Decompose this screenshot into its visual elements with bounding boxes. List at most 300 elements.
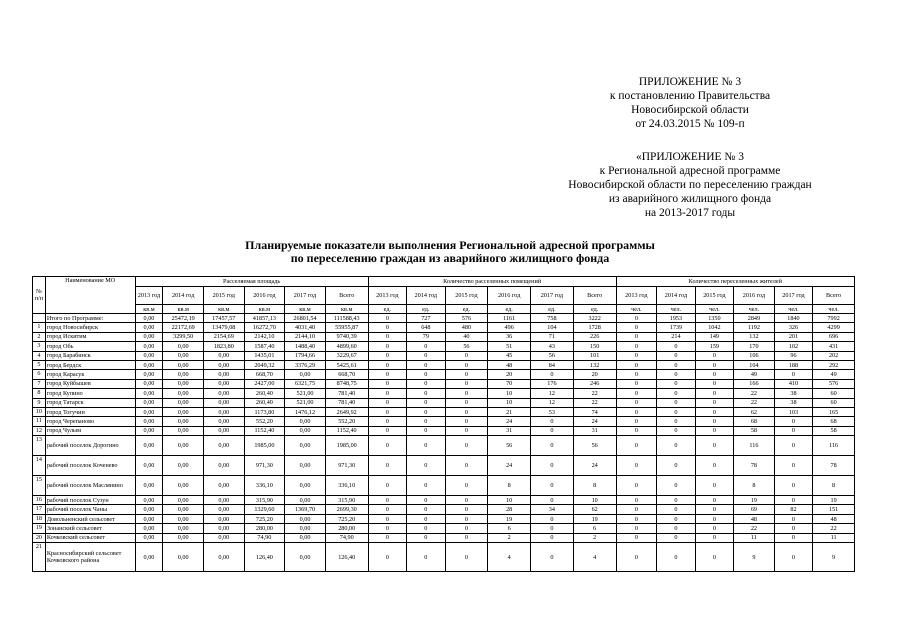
table-cell: 111588,43 xyxy=(325,314,368,323)
table-cell: 16272,70 xyxy=(244,323,285,332)
table-cell: 0 xyxy=(616,351,657,360)
table-cell: 0 xyxy=(368,543,406,572)
table-cell: 0 xyxy=(657,370,695,379)
row-number: 20 xyxy=(33,533,46,542)
table-cell: 104 xyxy=(531,323,574,332)
table-cell: 56 xyxy=(573,436,616,456)
table-cell: 19 xyxy=(488,514,531,523)
row-number: 8 xyxy=(33,389,46,398)
table-cell: 0 xyxy=(407,342,445,351)
table-cell: 0 xyxy=(368,417,406,426)
table-cell: 0 xyxy=(657,524,695,533)
table-cell: 0 xyxy=(531,426,574,435)
row-number: 19 xyxy=(33,524,46,533)
table-cell: 26801,54 xyxy=(285,314,326,323)
row-number: 16 xyxy=(33,496,46,505)
table-cell: 0,00 xyxy=(203,370,244,379)
year-header: 2014 год xyxy=(657,287,695,305)
table-cell: 4899,60 xyxy=(325,342,368,351)
table-cell: 4299 xyxy=(813,323,855,332)
table-row xyxy=(33,370,855,379)
table-cell: 0 xyxy=(695,543,733,572)
table-cell: 2849 xyxy=(734,314,775,323)
table-cell: 0 xyxy=(616,436,657,456)
table-cell: 8748,75 xyxy=(325,379,368,388)
unit-header: кв.м xyxy=(163,305,204,314)
table-cell: 0 xyxy=(445,543,488,572)
table-cell: 22 xyxy=(734,398,775,407)
table-cell: 0,00 xyxy=(163,407,204,416)
table-cell: 1369,70 xyxy=(285,505,326,514)
row-number: 4 xyxy=(33,351,46,360)
table-cell: 0 xyxy=(445,514,488,523)
table-cell: 1435,01 xyxy=(244,351,285,360)
table-cell: 0 xyxy=(531,436,574,456)
table-cell: 0 xyxy=(531,524,574,533)
table-cell: 0,00 xyxy=(135,505,163,514)
table-cell: 126,40 xyxy=(325,543,368,572)
table-cell: 0,00 xyxy=(163,351,204,360)
table-cell: 0 xyxy=(368,398,406,407)
table-cell: 102 xyxy=(774,342,812,351)
table-cell: 1192 xyxy=(734,323,775,332)
table-cell: 0 xyxy=(407,533,445,542)
table-cell: 17457,57 xyxy=(203,314,244,323)
table-cell: 0 xyxy=(657,456,695,476)
municipality-name: Кочковский сельсовет xyxy=(45,533,135,542)
table-cell: 0,00 xyxy=(135,407,163,416)
unit-header: чел. xyxy=(813,305,855,314)
table-cell: 0 xyxy=(407,505,445,514)
table-row xyxy=(33,398,855,407)
table-cell: 0 xyxy=(774,543,812,572)
table-cell: 9740,39 xyxy=(325,332,368,341)
year-header: 2017 год xyxy=(285,287,326,305)
table-cell: 0 xyxy=(616,543,657,572)
table-cell: 22 xyxy=(734,389,775,398)
table-cell: 0 xyxy=(616,323,657,332)
table-cell: 781,40 xyxy=(325,398,368,407)
table-cell: 0 xyxy=(616,496,657,505)
table-cell: 0 xyxy=(774,533,812,542)
table-cell: 11 xyxy=(734,533,775,542)
table-cell: 0 xyxy=(657,407,695,416)
table-cell: 34 xyxy=(531,505,574,514)
table-cell: 0 xyxy=(616,476,657,496)
municipality-name: город Черепаново xyxy=(45,417,135,426)
table-cell: 971,30 xyxy=(325,456,368,476)
table-cell: 48 xyxy=(813,514,855,523)
table-row xyxy=(33,323,855,332)
table-cell: 0 xyxy=(445,351,488,360)
table-row xyxy=(33,417,855,426)
table-cell: 0,00 xyxy=(203,533,244,542)
unit-header: чел. xyxy=(695,305,733,314)
table-cell: 292 xyxy=(813,360,855,369)
table-cell: 0 xyxy=(774,370,812,379)
row-number xyxy=(33,314,46,323)
year-header: 2016 год xyxy=(488,287,531,305)
table-cell: 0,00 xyxy=(135,389,163,398)
table-cell: 0 xyxy=(616,426,657,435)
table-cell: 1042 xyxy=(695,323,733,332)
table-cell: 0 xyxy=(695,456,733,476)
table-cell: 0 xyxy=(531,476,574,496)
table-cell: 0 xyxy=(657,514,695,523)
table-cell: 19 xyxy=(813,496,855,505)
table-cell: 0 xyxy=(657,543,695,572)
table-cell: 1329,60 xyxy=(244,505,285,514)
year-header: 2014 год xyxy=(163,287,204,305)
table-cell: 0 xyxy=(695,398,733,407)
table-cell: 0,00 xyxy=(285,417,326,426)
table-cell: 0 xyxy=(445,505,488,514)
table-cell: 0,00 xyxy=(285,514,326,523)
table-cell: 0 xyxy=(774,417,812,426)
year-header: 2015 год xyxy=(445,287,488,305)
table-cell: 166 xyxy=(734,379,775,388)
appendix-line: Новосибирской области по переселению граждан xyxy=(568,179,812,191)
table-cell: 0,00 xyxy=(163,417,204,426)
table-cell: 25472,19 xyxy=(163,314,204,323)
row-number: 9 xyxy=(33,398,46,407)
table-cell: 40 xyxy=(445,332,488,341)
municipality-name: Красносибирский сельсовет Кочковского района xyxy=(45,543,135,572)
table-cell: 0,00 xyxy=(135,496,163,505)
table-cell: 0,00 xyxy=(135,314,163,323)
table-cell: 0,00 xyxy=(163,360,204,369)
table-cell: 0 xyxy=(774,426,812,435)
table-cell: 0,00 xyxy=(135,456,163,476)
table-cell: 0 xyxy=(616,398,657,407)
municipality-name: Довольненский сельсовет xyxy=(45,514,135,523)
year-header: Всего xyxy=(573,287,616,305)
table-cell: 4 xyxy=(488,543,531,572)
table-cell: 0 xyxy=(368,407,406,416)
table-cell: 68 xyxy=(813,417,855,426)
title-line: Планируемые показатели выполнения Региональной адресной программы xyxy=(245,238,655,252)
table-cell: 0 xyxy=(657,351,695,360)
table-cell: 0 xyxy=(657,426,695,435)
table-cell: 188 xyxy=(774,360,812,369)
table-cell: 0 xyxy=(407,476,445,496)
table-cell: 0,00 xyxy=(163,505,204,514)
table-cell: 1823,80 xyxy=(203,342,244,351)
table-cell: 336,10 xyxy=(325,476,368,496)
unit-header: ед. xyxy=(488,305,531,314)
table-cell: 49 xyxy=(813,370,855,379)
table-cell: 1161 xyxy=(488,314,531,323)
table-cell: 0 xyxy=(774,514,812,523)
table-cell: 0,00 xyxy=(203,407,244,416)
table-cell: 0 xyxy=(657,476,695,496)
table-cell: 1794,66 xyxy=(285,351,326,360)
table-cell: 10 xyxy=(488,496,531,505)
municipality-name: рабочий поселок Чаны xyxy=(45,505,135,514)
table-cell: 3222 xyxy=(573,314,616,323)
table-cell: 24 xyxy=(573,417,616,426)
table-cell: 0,00 xyxy=(163,379,204,388)
unit-header: ед. xyxy=(573,305,616,314)
group-header-area: Расселяемая площадь xyxy=(135,277,368,287)
table-cell: 176 xyxy=(531,379,574,388)
table-cell: 0,00 xyxy=(135,476,163,496)
table-cell: 71 xyxy=(531,332,574,341)
table-row xyxy=(33,514,855,523)
table-cell: 8 xyxy=(488,476,531,496)
document-title xyxy=(140,239,760,265)
table-cell: 0 xyxy=(407,417,445,426)
table-cell: 326 xyxy=(774,323,812,332)
unit-header: кв.м xyxy=(285,305,326,314)
table-cell: 696 xyxy=(813,332,855,341)
table-cell: 48 xyxy=(488,360,531,369)
table-cell: 70 xyxy=(488,379,531,388)
table-cell: 725,20 xyxy=(325,514,368,523)
municipality-name: рабочий поселок Коченево xyxy=(45,456,135,476)
table-cell: 0 xyxy=(407,496,445,505)
table-cell: 0,00 xyxy=(163,436,204,456)
table-cell: 0 xyxy=(445,524,488,533)
table-cell: 165 xyxy=(813,407,855,416)
table-cell: 0 xyxy=(616,417,657,426)
table-cell: 13479,08 xyxy=(203,323,244,332)
table-cell: 0 xyxy=(445,476,488,496)
unit-header: ед. xyxy=(445,305,488,314)
table-cell: 410 xyxy=(774,379,812,388)
table-cell: 2699,30 xyxy=(325,505,368,514)
table-row xyxy=(33,476,855,496)
table-cell: 0 xyxy=(531,496,574,505)
table-cell: 69 xyxy=(734,505,775,514)
table-cell: 0 xyxy=(616,360,657,369)
table-row xyxy=(33,533,855,542)
table-cell: 22 xyxy=(573,398,616,407)
row-number: 6 xyxy=(33,370,46,379)
group-header-residents: Количество переселенных жителей xyxy=(616,277,854,287)
table-cell: 1488,40 xyxy=(285,342,326,351)
table-cell: 0 xyxy=(445,426,488,435)
table-cell: 104 xyxy=(734,360,775,369)
table-cell: 12 xyxy=(531,398,574,407)
table-cell: 0,00 xyxy=(135,370,163,379)
table-cell: 22 xyxy=(734,524,775,533)
table-cell: 246 xyxy=(573,379,616,388)
year-header: Всего xyxy=(813,287,855,305)
table-cell: 0,00 xyxy=(203,389,244,398)
row-number: 14 xyxy=(33,456,46,476)
unit-header: чел. xyxy=(774,305,812,314)
table-cell: 20 xyxy=(573,370,616,379)
table-cell: 0 xyxy=(407,524,445,533)
table-cell: 78 xyxy=(813,456,855,476)
group-header-premises: Количество расселенных помещений xyxy=(368,277,616,287)
table-cell: 0,00 xyxy=(135,436,163,456)
table-cell: 56 xyxy=(488,436,531,456)
municipality-name: город Чулым xyxy=(45,426,135,435)
table-cell: 56 xyxy=(531,351,574,360)
appendix-header-decree xyxy=(540,75,840,131)
table-cell: 24 xyxy=(488,456,531,476)
table-cell: 0 xyxy=(657,496,695,505)
row-number: 3 xyxy=(33,342,46,351)
table-cell: 58 xyxy=(813,426,855,435)
appendix-line: к постановлению Правительства xyxy=(609,90,771,102)
row-number: 15 xyxy=(33,476,46,496)
table-cell: 2144,10 xyxy=(285,332,326,341)
unit-header: кв.м xyxy=(244,305,285,314)
table-cell: 0 xyxy=(774,436,812,456)
table-cell: 8 xyxy=(734,476,775,496)
table-cell: 1985,00 xyxy=(244,436,285,456)
municipality-name: город Искитим xyxy=(45,332,135,341)
table-cell: 5425,61 xyxy=(325,360,368,369)
row-number: 7 xyxy=(33,379,46,388)
table-cell: 0,00 xyxy=(135,533,163,542)
table-cell: 0,00 xyxy=(135,332,163,341)
table-cell: 159 xyxy=(695,342,733,351)
table-cell: 0 xyxy=(616,533,657,542)
table-cell: 0,00 xyxy=(163,342,204,351)
table-cell: 0,00 xyxy=(203,476,244,496)
table-cell: 0,00 xyxy=(203,505,244,514)
row-number: 1 xyxy=(33,323,46,332)
table-cell: 21 xyxy=(488,407,531,416)
table-cell: 38 xyxy=(774,389,812,398)
table-cell: 1350 xyxy=(695,314,733,323)
table-cell: 0 xyxy=(407,389,445,398)
table-cell: 226 xyxy=(573,332,616,341)
table-cell: 0 xyxy=(616,407,657,416)
table-cell: 132 xyxy=(573,360,616,369)
table-cell: 0 xyxy=(774,496,812,505)
table-cell: 132 xyxy=(734,332,775,341)
appendix-line: Новосибирской области xyxy=(631,104,749,116)
table-cell: 4 xyxy=(573,543,616,572)
year-header: 2013 год xyxy=(616,287,657,305)
table-cell: 6 xyxy=(488,524,531,533)
table-cell: 58 xyxy=(734,426,775,435)
table-cell: 0 xyxy=(695,417,733,426)
table-cell: 781,40 xyxy=(325,389,368,398)
table-cell: 0,00 xyxy=(163,514,204,523)
table-cell: 260,40 xyxy=(244,389,285,398)
table-cell: 60 xyxy=(813,389,855,398)
table-cell: 0,00 xyxy=(163,456,204,476)
year-header: 2016 год xyxy=(244,287,285,305)
table-cell: 24 xyxy=(488,417,531,426)
municipality-name: рабочий поселок Сузун xyxy=(45,496,135,505)
table-cell: 201 xyxy=(774,332,812,341)
table-cell: 2427,00 xyxy=(244,379,285,388)
table-cell: 0 xyxy=(657,505,695,514)
table-cell: 0 xyxy=(445,398,488,407)
table-cell: 0 xyxy=(695,514,733,523)
table-cell: 24 xyxy=(573,456,616,476)
table-row xyxy=(33,543,855,572)
table-cell: 31 xyxy=(573,426,616,435)
table-cell: 0 xyxy=(695,407,733,416)
table-cell: 0 xyxy=(695,379,733,388)
table-cell: 0 xyxy=(407,426,445,435)
table-cell: 0,00 xyxy=(285,426,326,435)
table-row xyxy=(33,351,855,360)
unit-header: ед. xyxy=(531,305,574,314)
table-cell: 0,00 xyxy=(163,524,204,533)
table-cell: 0 xyxy=(407,379,445,388)
table-cell: 8 xyxy=(573,476,616,496)
table-cell: 0 xyxy=(695,360,733,369)
table-cell: 96 xyxy=(774,351,812,360)
table-cell: 2649,92 xyxy=(325,407,368,416)
table-cell: 576 xyxy=(813,379,855,388)
table-cell: 0 xyxy=(445,496,488,505)
table-cell: 1953 xyxy=(657,314,695,323)
table-cell: 0 xyxy=(695,370,733,379)
table-cell: 1152,40 xyxy=(325,426,368,435)
table-cell: 260,40 xyxy=(244,398,285,407)
table-cell: 0 xyxy=(368,323,406,332)
table-cell: 0 xyxy=(445,456,488,476)
table-cell: 336,10 xyxy=(244,476,285,496)
table-cell: 0 xyxy=(368,332,406,341)
table-cell: 0 xyxy=(657,398,695,407)
table-cell: 0,00 xyxy=(203,351,244,360)
table-row xyxy=(33,436,855,456)
col-header-name: Наименование МО xyxy=(45,277,135,314)
table-cell: 0 xyxy=(407,436,445,456)
table-cell: 22 xyxy=(813,524,855,533)
year-header: 2014 год xyxy=(407,287,445,305)
table-cell: 0 xyxy=(774,456,812,476)
table-cell: 3376,29 xyxy=(285,360,326,369)
table-cell: 0 xyxy=(695,505,733,514)
table-cell: 6 xyxy=(573,524,616,533)
table-cell: 0 xyxy=(368,505,406,514)
table-cell: 2 xyxy=(488,533,531,542)
municipality-name: город Обь xyxy=(45,342,135,351)
table-cell: 74 xyxy=(573,407,616,416)
table-cell: 0 xyxy=(445,436,488,456)
municipality-name: город Бердск xyxy=(45,360,135,369)
row-number: 17 xyxy=(33,505,46,514)
table-cell: 552,20 xyxy=(325,417,368,426)
table-cell: 280,00 xyxy=(325,524,368,533)
table-cell: 0 xyxy=(616,389,657,398)
appendix-line: из аварийного жилищного фонда xyxy=(608,193,772,205)
table-cell: 0 xyxy=(531,370,574,379)
table-cell: 2154,69 xyxy=(203,332,244,341)
table-cell: 56 xyxy=(445,342,488,351)
municipality-name: город Куйбышев xyxy=(45,379,135,388)
table-cell: 0,00 xyxy=(203,456,244,476)
table-cell: 62 xyxy=(573,505,616,514)
table-cell: 10 xyxy=(488,398,531,407)
table-body xyxy=(33,314,855,572)
unit-header: кв.м xyxy=(203,305,244,314)
municipality-name: город Новосибирск xyxy=(45,323,135,332)
table-cell: 0 xyxy=(368,426,406,435)
table-cell: 170 xyxy=(734,342,775,351)
table-cell: 0 xyxy=(445,533,488,542)
table-cell: 6321,75 xyxy=(285,379,326,388)
table-cell: 431 xyxy=(813,342,855,351)
table-cell: 0 xyxy=(407,351,445,360)
table-cell: 0 xyxy=(407,456,445,476)
table-cell: 0 xyxy=(531,456,574,476)
year-header-row xyxy=(33,287,855,305)
table-cell: 0 xyxy=(616,514,657,523)
